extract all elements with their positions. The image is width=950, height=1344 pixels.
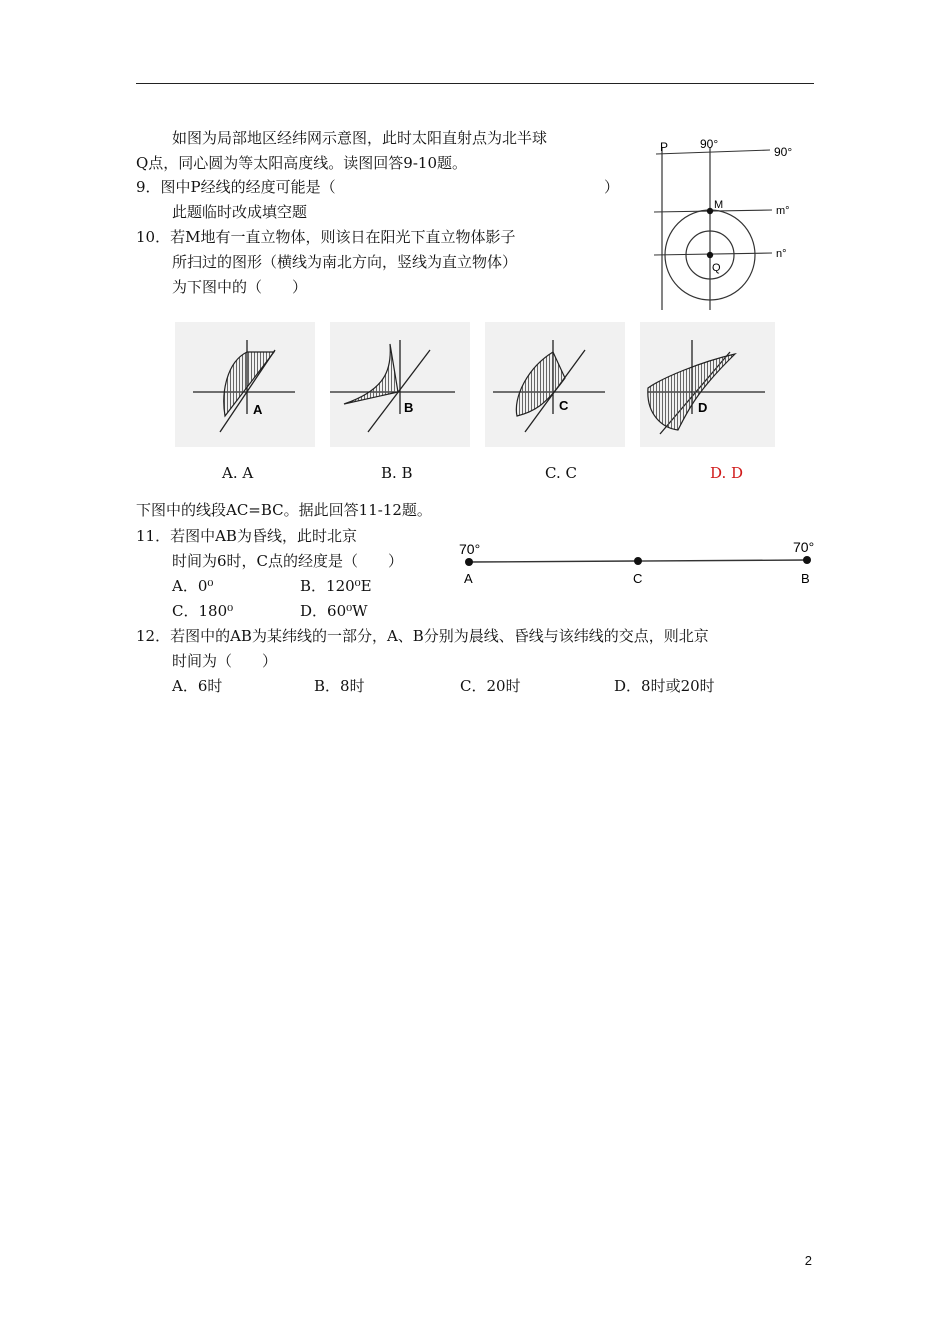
q10-option-c[interactable]: C. C xyxy=(545,464,577,482)
q10-option-b[interactable]: B. B xyxy=(381,464,413,482)
q11-line-1: 11．若图中AB为昏线，此时北京 xyxy=(136,527,357,545)
q12-line-1: 12．若图中的AB为某纬线的一部分，A、B分别为晨线、昏线与该纬线的交点，则北京 xyxy=(136,627,709,645)
page-number: 2 xyxy=(804,1253,812,1268)
q9-note: 此题临时改成填空题 xyxy=(172,203,308,221)
graticule-diagram xyxy=(648,135,818,315)
intro-line-1: 如图为局部地区经纬网示意图，此时太阳直射点为北半球 xyxy=(172,129,548,147)
label-A: A xyxy=(464,571,473,586)
q12-line-2: 时间为（ ） xyxy=(172,652,278,670)
label-left-70: 70° xyxy=(459,541,481,557)
label-n: n° xyxy=(776,248,787,260)
q12-option-c[interactable]: C．20时 xyxy=(460,677,521,695)
q10-option-a[interactable]: A. A xyxy=(222,464,254,482)
q11-option-a[interactable]: A．0⁰ xyxy=(172,577,214,595)
q11-option-d[interactable]: D．60⁰W xyxy=(300,602,368,620)
fig-label-d: D xyxy=(698,400,708,415)
q10-option-d[interactable]: D. D xyxy=(710,464,744,482)
q11-option-b[interactable]: B．120⁰E xyxy=(300,577,372,595)
shadow-figures xyxy=(175,322,775,447)
q12-option-b[interactable]: B．8时 xyxy=(314,677,365,695)
q9-text: 9．图中P经线的经度可能是（ xyxy=(136,178,336,196)
fig-label-c: C xyxy=(559,398,569,413)
label-right-90: 90° xyxy=(774,145,793,159)
shadow-figure-c xyxy=(485,322,625,447)
label-B: B xyxy=(801,571,810,586)
shadow-figure-d xyxy=(640,322,775,447)
intro-2: 下图中的线段AC=BC。据此回答11-12题。 xyxy=(136,501,432,519)
fig-label-b: B xyxy=(404,400,414,415)
q11-option-c[interactable]: C．180⁰ xyxy=(172,602,234,620)
header-rule xyxy=(136,83,814,84)
label-m: m° xyxy=(776,205,790,217)
label-C: C xyxy=(633,571,643,586)
line-segment-diagram xyxy=(455,538,825,590)
q12-option-a[interactable]: A．6时 xyxy=(172,677,223,695)
q10-line-3: 为下图中的（ ） xyxy=(172,278,308,296)
label-top-90: 90° xyxy=(700,137,719,151)
label-right-70: 70° xyxy=(793,539,815,555)
q9-close-paren: ） xyxy=(604,178,620,196)
q12-option-d[interactable]: D．8时或20时 xyxy=(614,677,715,695)
q10-line-2: 所扫过的图形（横线为南北方向，竖线为直立物体） xyxy=(172,253,518,271)
q10-line-1: 10．若M地有一直立物体，则该日在阳光下直立物体影子 xyxy=(136,228,516,246)
q11-line-2: 时间为6时，C点的经度是（ ） xyxy=(172,552,404,570)
label-Q: Q xyxy=(712,262,721,274)
fig-label-a: A xyxy=(253,402,263,417)
label-P: P xyxy=(660,140,669,154)
intro-line-2: Q点，同心圆为等太阳高度线。读图回答9-10题。 xyxy=(136,154,467,172)
label-M: M xyxy=(714,199,724,211)
shadow-figure-a xyxy=(175,322,315,447)
shadow-figure-b xyxy=(330,322,470,447)
